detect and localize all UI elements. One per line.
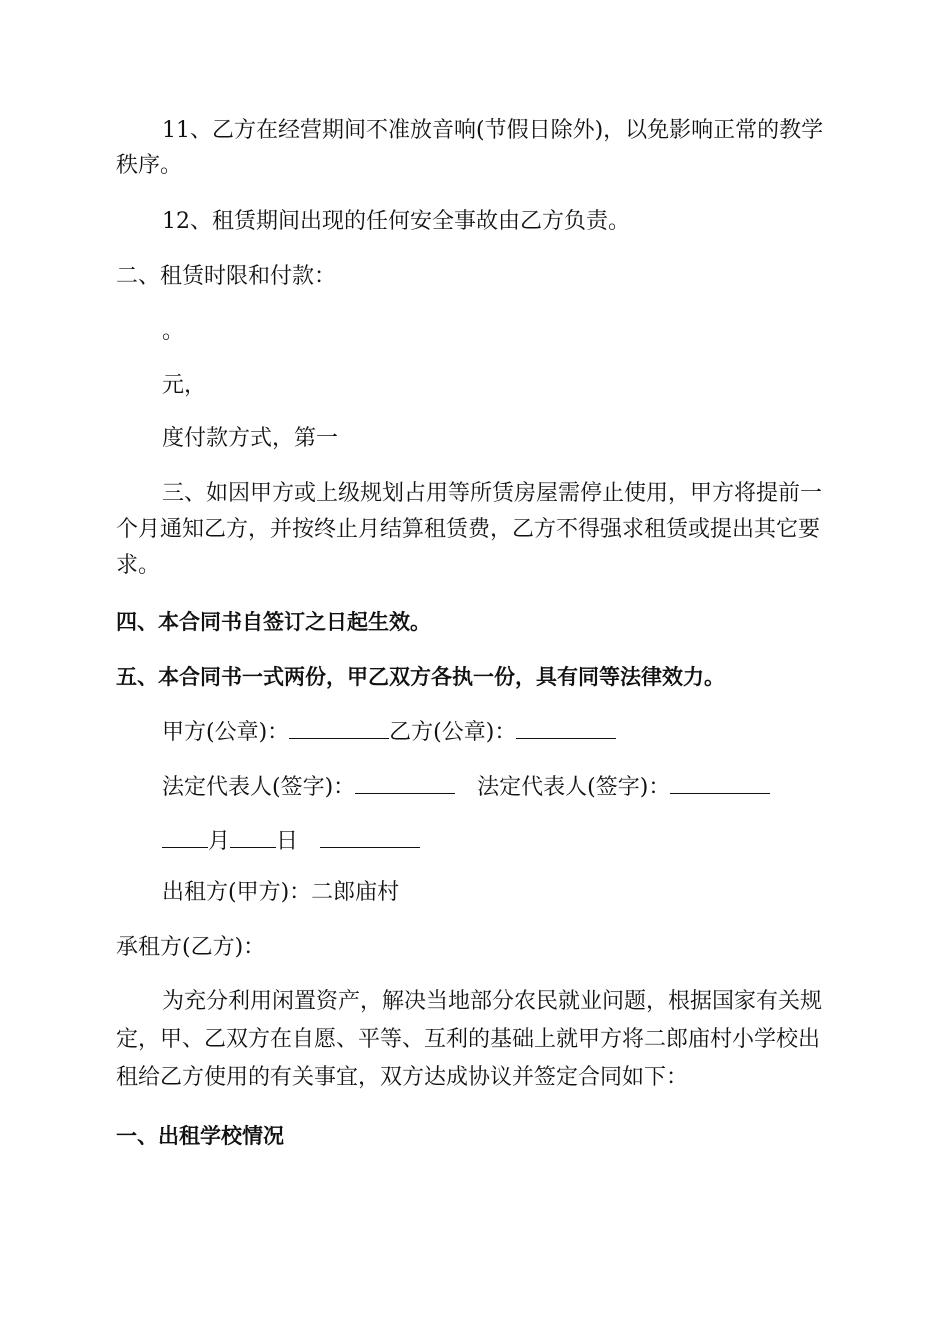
paragraph-12: 12、租赁期间出现的任何安全事故由乙方负责。 [162, 209, 630, 234]
day-label: 日 [276, 829, 299, 854]
date-extra-blank[interactable] [320, 825, 420, 848]
paragraph-11-line-2: 秩序。 [116, 153, 183, 178]
party-a-rep-label: 法定代表人(签字)： [162, 775, 356, 800]
day-blank[interactable] [230, 825, 276, 848]
section-3-line-2: 个月通知乙方，并按终止月结算租赁费，乙方不得强求租赁或提出其它要 [116, 517, 821, 542]
party-a-seal-label: 甲方(公章)： [162, 720, 290, 745]
lessor-line: 出租方(甲方)：二郎庙村 [162, 880, 400, 905]
section-2-item-1: 。 [162, 319, 185, 344]
month-blank[interactable] [162, 825, 208, 848]
party-b-rep-label: 法定代表人(签字)： [477, 775, 671, 800]
signature-rep-row [162, 771, 770, 803]
month-label: 月 [208, 829, 231, 854]
section-3-line-1: 三、如因甲方或上级规划占用等所赁房屋需停止使用，甲方将提前一 [162, 481, 823, 506]
party-a-rep-blank[interactable] [355, 771, 455, 794]
intro-line-1: 为充分利用闲置资产，解决当地部分农民就业问题，根据国家有关规 [162, 989, 823, 1014]
section-1-title: 一、出租学校情况 [116, 1124, 284, 1148]
section-2-title: 二、租赁时限和付款： [116, 264, 337, 289]
party-b-rep-blank[interactable] [670, 771, 770, 794]
section-2-item-2: 元， [162, 373, 207, 398]
section-2-item-3: 度付款方式，第一 [162, 426, 339, 451]
paragraph-11-line-1: 11、乙方在经营期间不准放音响(节假日除外)，以免影响正常的教学 [162, 118, 824, 143]
signature-seal-row [162, 716, 616, 748]
section-3-line-3: 求。 [116, 553, 161, 578]
intro-line-2: 定，甲、乙双方在自愿、平等、互利的基础上就甲方将二郎庙村小学校出 [116, 1027, 821, 1052]
section-4: 四、本合同书自签订之日起生效。 [116, 610, 431, 634]
section-5: 五、本合同书一式两份，甲乙双方各执一份，具有同等法律效力。 [116, 665, 725, 689]
party-b-seal-blank[interactable] [516, 716, 616, 739]
party-b-seal-label: 乙方(公章)： [389, 720, 517, 745]
party-a-seal-blank[interactable] [289, 716, 389, 739]
intro-line-3: 租给乙方使用的有关事宜，双方达成协议并签定合同如下： [116, 1065, 689, 1090]
date-row [162, 825, 420, 857]
lessee-line: 承租方(乙方)： [116, 935, 266, 960]
